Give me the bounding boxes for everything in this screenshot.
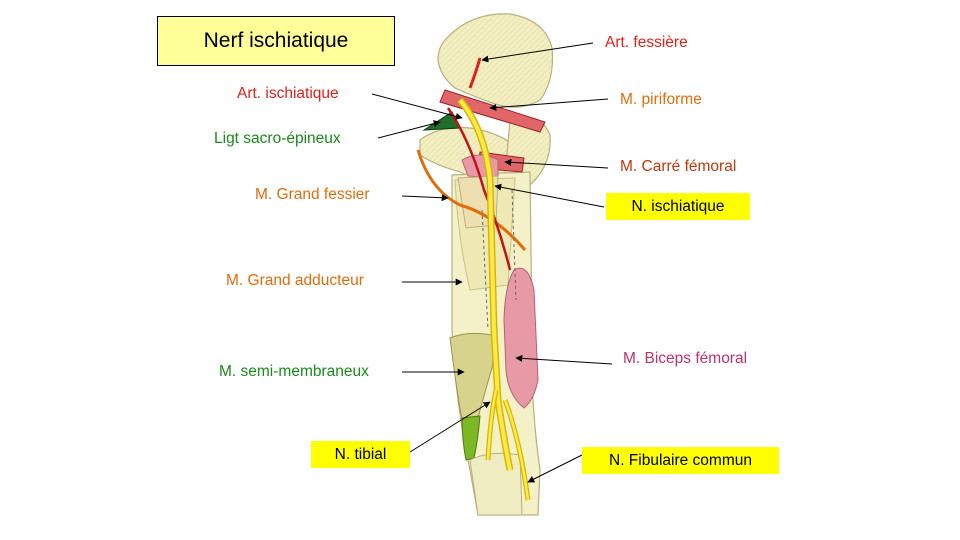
label-m-grand-fessier: M. Grand fessier (255, 186, 370, 203)
sacrospinous-ligament (424, 112, 460, 130)
label-n-fibulaire-commun: N. Fibulaire commun (582, 447, 779, 474)
diagram-title: Nerf ischiatique (157, 16, 395, 66)
label-m-biceps-femoral: M. Biceps fémoral (623, 350, 748, 367)
label-m-carre-femoral: M. Carré fémoral (620, 158, 737, 175)
label-n-ischiatique: N. ischiatique (606, 193, 750, 220)
arrow-grand-fessier (402, 196, 448, 198)
label-m-grand-adducteur: M. Grand adducteur (226, 272, 364, 289)
label-m-piriforme: M. piriforme (620, 91, 702, 108)
label-art-fessiere: Art. fessière (605, 34, 688, 51)
label-ligt-sacro-epineux: Ligt sacro-épineux (214, 130, 341, 147)
knee-region (470, 453, 522, 515)
label-m-semi-membraneux: M. semi-membraneux (219, 363, 369, 380)
label-n-tibial: N. tibial (311, 441, 410, 468)
biceps-femoris (504, 268, 538, 408)
label-art-ischiatique: Art. ischiatique (237, 85, 339, 102)
